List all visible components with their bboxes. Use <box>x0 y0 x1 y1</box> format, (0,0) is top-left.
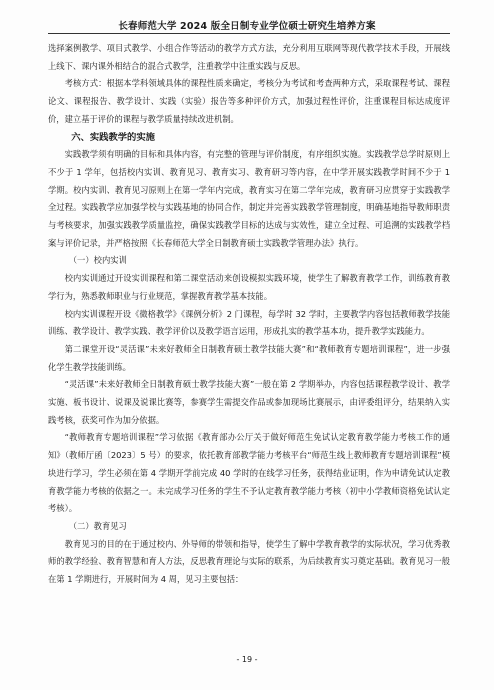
paragraph-educational-observation: 教育见习的目的在于通过校内、外导师的带领和指导，使学生了解中学教育教学的实际状况，学习优秀教师的教学经验、教育智慧和育人方法，反思教育理论与实际的联系，为后续教育实习奠定基础。教育见习一般在第 1 学期进行，开展时间为 4 周，见习主要包括： <box>48 538 450 585</box>
paragraph-campus-training: 校内实训通过开设实训课程和第二课堂活动来创设模拟实践环境，使学生了解教育教学工作，训练教育教学行为，熟悉教师职业与行业规范，掌握教育教学基本技能。 <box>48 273 450 301</box>
paragraph-special-training: “教师教育专题培训课程”学习依据《教育部办公厅关于做好师范生免试认定教育教学能力考核工作的通知》（教师厅函〔2023〕5 号）的要求，依托教育部教学能力考核平台“师范生线上教师教育专题培训课程”模块进行学习，学生必须在第 4 学期开学前完成 40 学时的在线学习任务，获得结业证明，作为申请免试认定教育教学能力考核的依据之一。未完成学习任务的学生不予认定教育教学能力考核（初中小学教师资格免试认定考核）。 <box>48 432 450 514</box>
subsection-heading-educational-observation: （二）教育见习 <box>68 520 127 531</box>
paragraph-second-classroom: 第二课堂开设“灵活课”未来好教师全日制教育硕士教学技能大赛”和“教师教育专题培训课程”，进一步强化学生教学技能训练。 <box>48 343 450 372</box>
paragraph-skills-contest: “灵活课”未来好教师全日制教育硕士教学技能大赛”一般在第 2 学期举办，内容包括课程教学设计、教学实施、板书设计、说课及说课比赛等，参赛学生需提交作品或参加现场比赛展示，由评委组评分，结果纳入实践考核，获奖可作为加分依据。 <box>48 379 450 425</box>
paragraph-teaching-methods: 选择案例教学、项目式教学、小组合作等活动的教学方式方法，充分利用互联网等现代教学技术手段，开展线上线下、课内课外相结合的混合式教学，注重教学中注重实践与反思。 <box>48 43 450 71</box>
subsection-heading-campus-training: （一）校内实训 <box>68 255 127 266</box>
header-rule <box>48 33 450 34</box>
paragraph-training-courses: 校内实训课程开设《微格教学》《课例分析》2 门课程，每学时 32 学时，主要教学内容包括教师教学技能训练、教学设计、教学实践、教学评价以及教学语言运用，形成扎实的教学基本功，提升教学实践能力。 <box>48 308 450 337</box>
section-heading-practice-teaching: 六、实践教学的实施 <box>71 131 155 143</box>
paragraph-assessment: 考核方式：根据本学科领域具体的课程性质来确定，考核分为考试和考查两种方式，采取课程考试、课程论文、课程报告、教学设计、实践（实验）报告等多种评价方式，加强过程性评价，注重课程目标达成度评价，建立基于评价的课程与教学质量持续改进机制。 <box>48 78 450 124</box>
page-number: - 19 - <box>236 655 258 664</box>
document-body <box>48 40 450 589</box>
paragraph-practice-overview: 实践教学须有明确的目标和具体内容，有完整的管理与评价制度，有序组织实施。实践教学总学时原则上不少于 1 学年，包括校内实训、教育见习、教育实习、教育研习等内容，在中学开展实践教学时间不少于 1 学期。校内实训、教育见习原则上在第一学年内完成，教育实习在第二学年完成，教育研习应贯穿于实践教学全过程。实践教学应加强学校与实践基地的协同合作，制定并完善实践教学管理制度，明确基地指导教师职责与考核要求，加强实践教学质量监控，确保实践教学目标的达成与实效性，建立全过程、可追溯的实践教学档案与评价记录，并严格按照《长春师范大学全日制教育硕士实践教学管理办法》执行。 <box>48 149 450 248</box>
running-header: 长春师范大学 2024 版全日制专业学位硕士研究生培养方案 <box>118 21 376 32</box>
